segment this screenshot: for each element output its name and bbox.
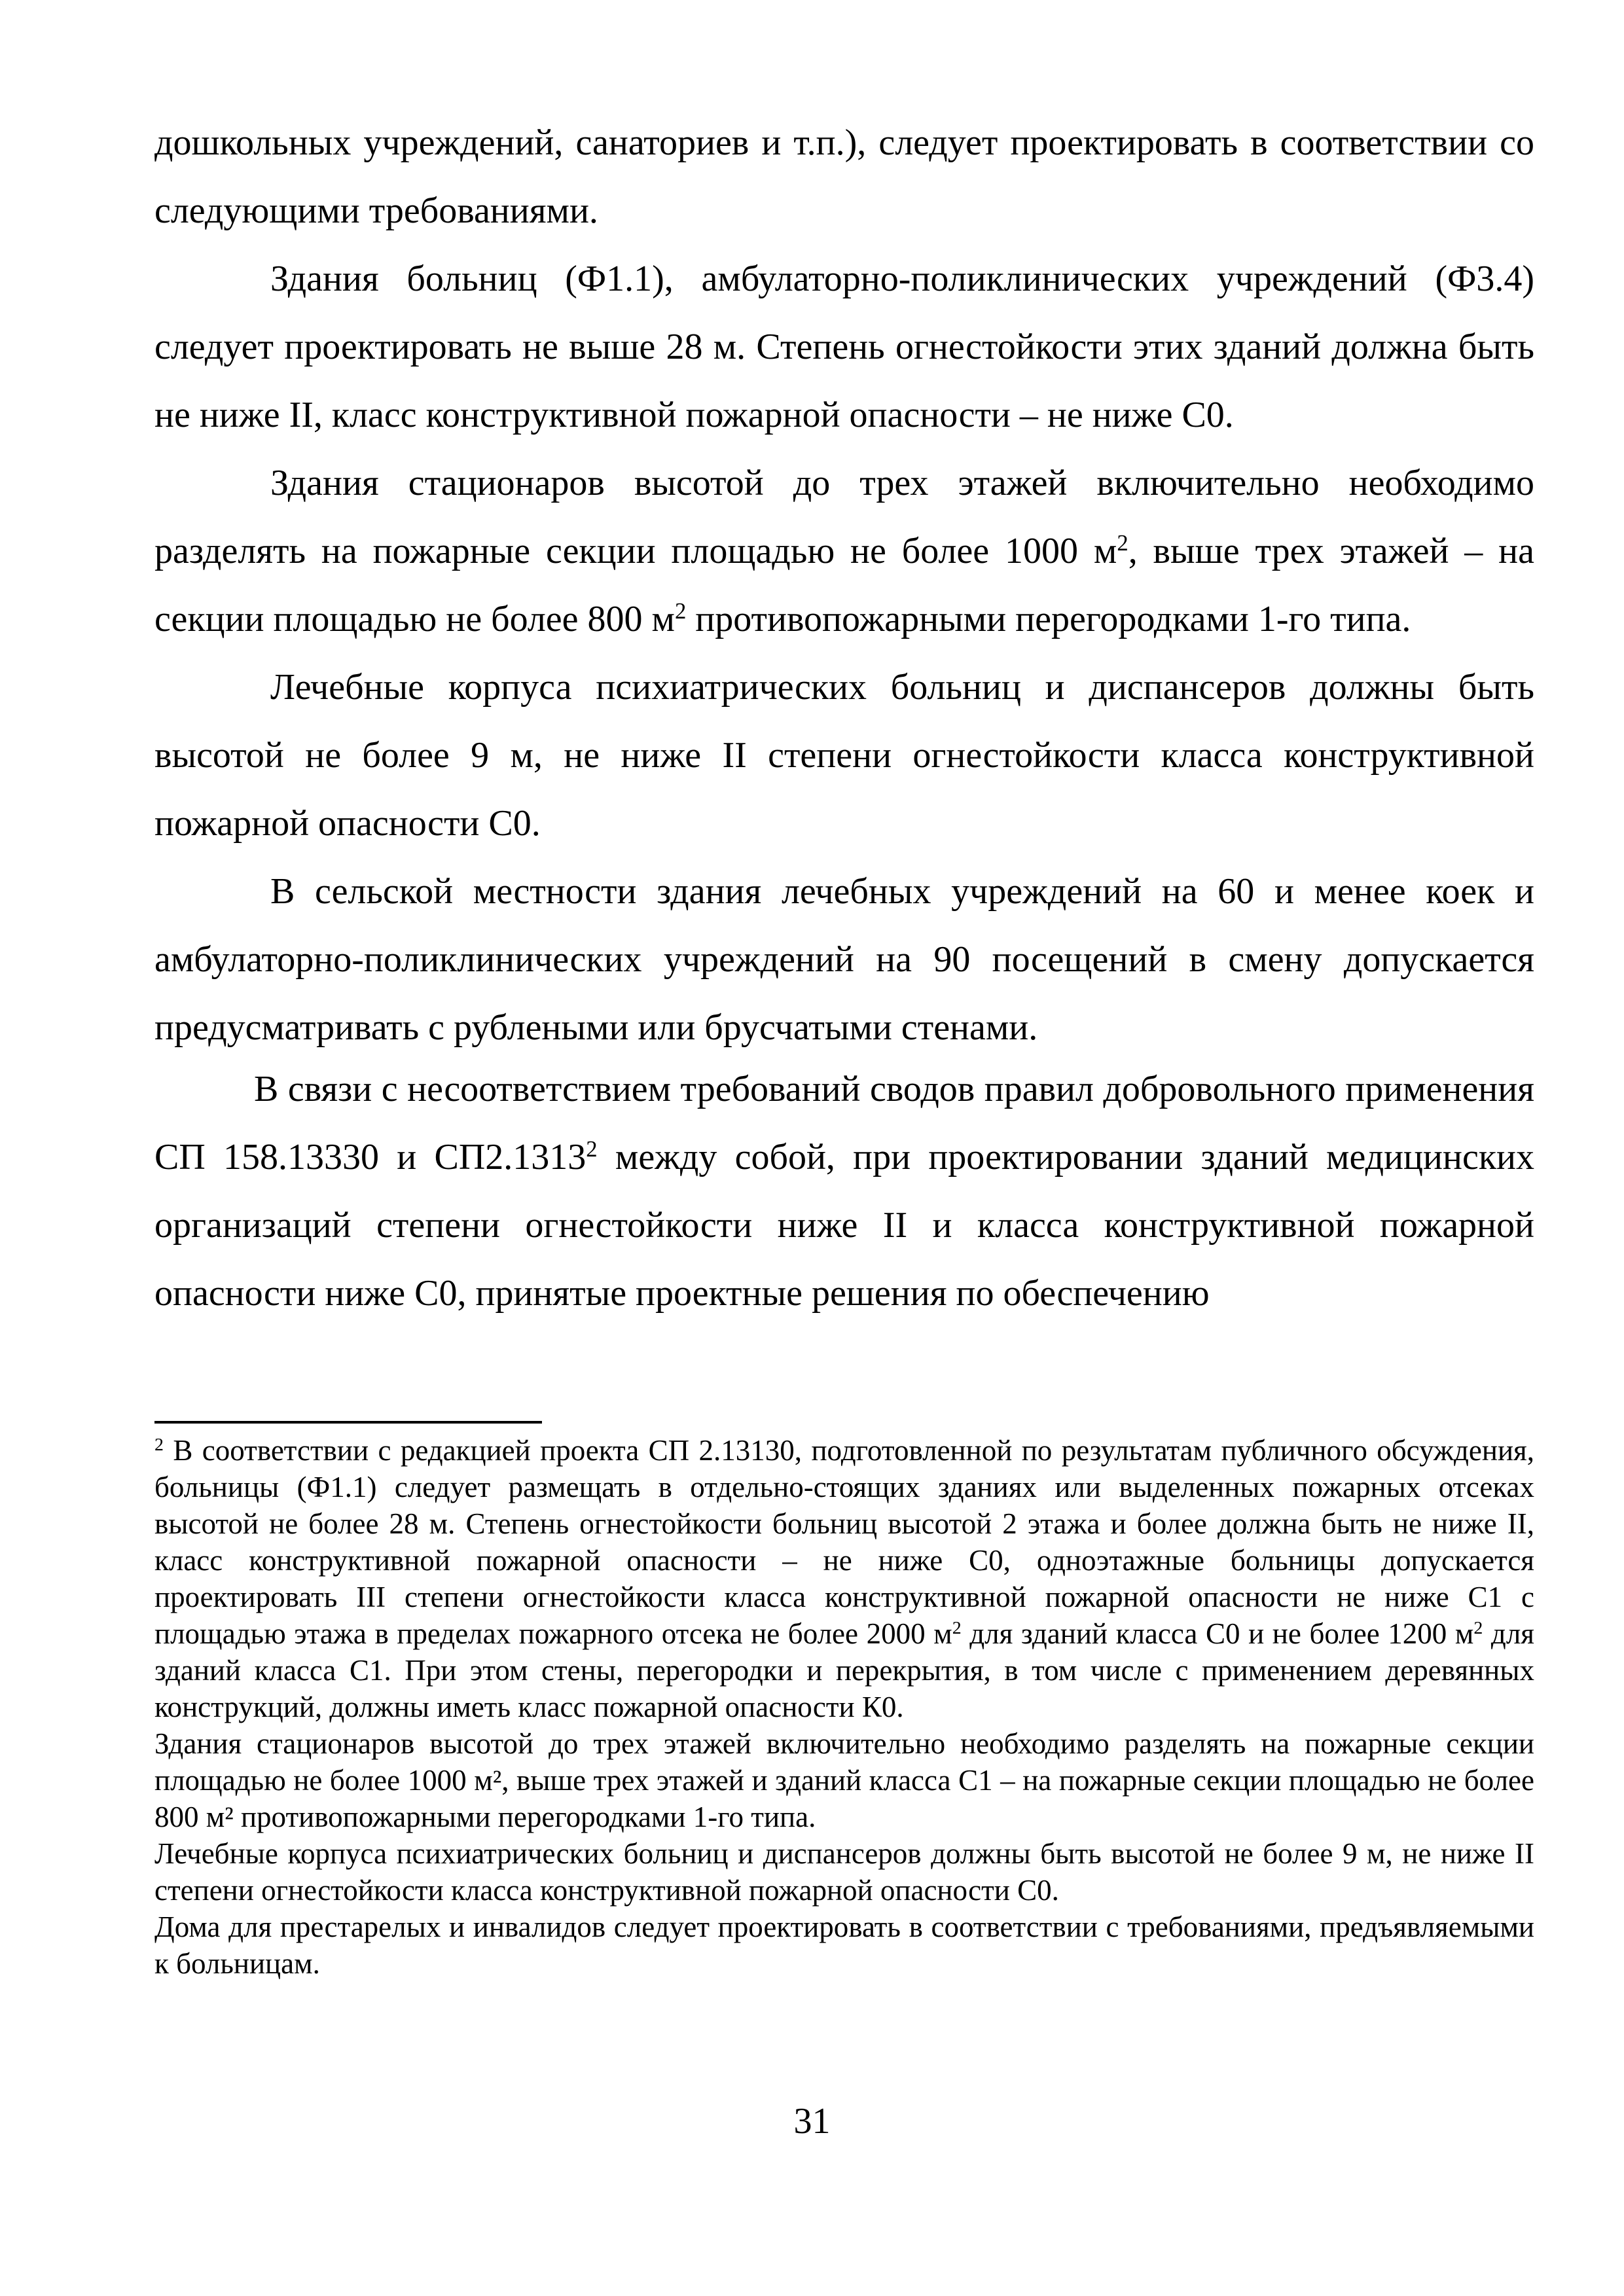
footnote-text: В соответствии с редакцией проекта СП 2.13130, подготовленной по результатам публичного обсуждения, больницы (Ф1.1) следует размещать в отдельно-стоящих зданиях или выделенных пожарных отсеках высотой не более 28 м. Степень огнестойкости больниц высотой 2 этажа и более должна быть не ниже II, класс конструктивной пожарной опасности – не ниже С0, одноэтажные больницы допускается проектировать III степени огнестойкости класса конструктивной пожарной опасности не ниже С1 с площадью этажа в пределах пожарного отсека не более 2000 м — [154, 1434, 1534, 1650]
footnote-separator — [154, 1421, 542, 1424]
paragraph-rural-areas: В сельской местности здания лечебных учреждений на 60 и менее коек и амбулаторно-поликлинических учреждений на 90 посещений в смену допускается предусматривать с рублеными или брусчатыми стенами. — [154, 871, 1534, 1048]
paragraph-continuation: дошкольных учреждений, санаториев и т.п.), следует проектировать в соответствии со следующими требованиями. — [154, 122, 1534, 231]
superscript: 2 — [1117, 529, 1128, 556]
footnote-text: для зданий класса С0 и не более 1200 м — [961, 1617, 1474, 1650]
footnote-paragraph: Дома для престарелых и инвалидов следует проектировать в соответствии с требованиями, предъявляемыми к больницам. — [154, 1910, 1534, 1980]
paragraph-hospital-buildings: Здания больниц (Ф1.1), амбулаторно-поликлинических учреждений (Ф3.4) следует проектировать не выше 28 м. Степень огнестойкости этих зданий должна быть не ниже II, класс конструктивной пожарной опасности – не ниже С0. — [154, 259, 1534, 435]
paragraph-text: , выше трех этажей – на секции площадью не более 800 м — [154, 531, 1535, 639]
superscript: 2 — [952, 1617, 962, 1638]
paragraph-inconsistency — [154, 1055, 1534, 1327]
footnote-reference[interactable]: 2 — [586, 1136, 598, 1162]
footnote-paragraph: Здания стационаров высотой до трех этажей включительно необходимо разделять на пожарные секции площадью не более 1000 м², выше трех этажей и зданий класса С1 – на пожарные секции площадью не более 800 м² противопожарными перегородками 1-го типа. — [154, 1727, 1534, 1833]
main-text-block — [154, 109, 1534, 1062]
footnote-block — [154, 1432, 1534, 1982]
superscript: 2 — [674, 598, 687, 624]
footnote-paragraph: Лечебные корпуса психиатрических больниц и диспансеров должны быть высотой не более 9 м, не ниже II степени огнестойкости класса конструктивной пожарной опасности С0. — [154, 1837, 1534, 1907]
paragraph-text: между собой, при проектировании зданий медицинских организаций степени огнестойкости ниже II и класса конструктивной пожарной опасности ниже С0, принятые проектные решения по обеспечению — [154, 1137, 1534, 1314]
paragraph-inpatient-sections — [154, 449, 1534, 653]
footnote-marker: 2 — [154, 1434, 164, 1455]
footnote-paragraph — [154, 1432, 1534, 1725]
paragraph-text: В связи с несоответствием требований сводов правил добровольного применения СП 158.13330 и СП2.1313 — [154, 1069, 1534, 1177]
paragraph-psychiatric-hospitals: Лечебные корпуса психиатрических больниц и диспансеров должны быть высотой не более 9 м, не ниже II степени огнестойкости класса конструктивной пожарной опасности С0. — [154, 667, 1534, 844]
paragraph-text: противопожарными перегородками 1-го типа. — [686, 599, 1411, 639]
main-text-block-2 — [154, 1055, 1534, 1327]
page-number: 31 — [793, 2101, 831, 2142]
paragraph-text: Здания стационаров высотой до трех этажей включительно необходимо разделять на пожарные секции площадью не более 1000 м — [154, 463, 1534, 571]
superscript: 2 — [1473, 1617, 1483, 1638]
footnote-text: для зданий класса С1. При этом стены, перегородки и перекрытия, в том числе с применением деревянных конструкций, должны иметь класс пожарной опасности К0. — [154, 1617, 1534, 1723]
